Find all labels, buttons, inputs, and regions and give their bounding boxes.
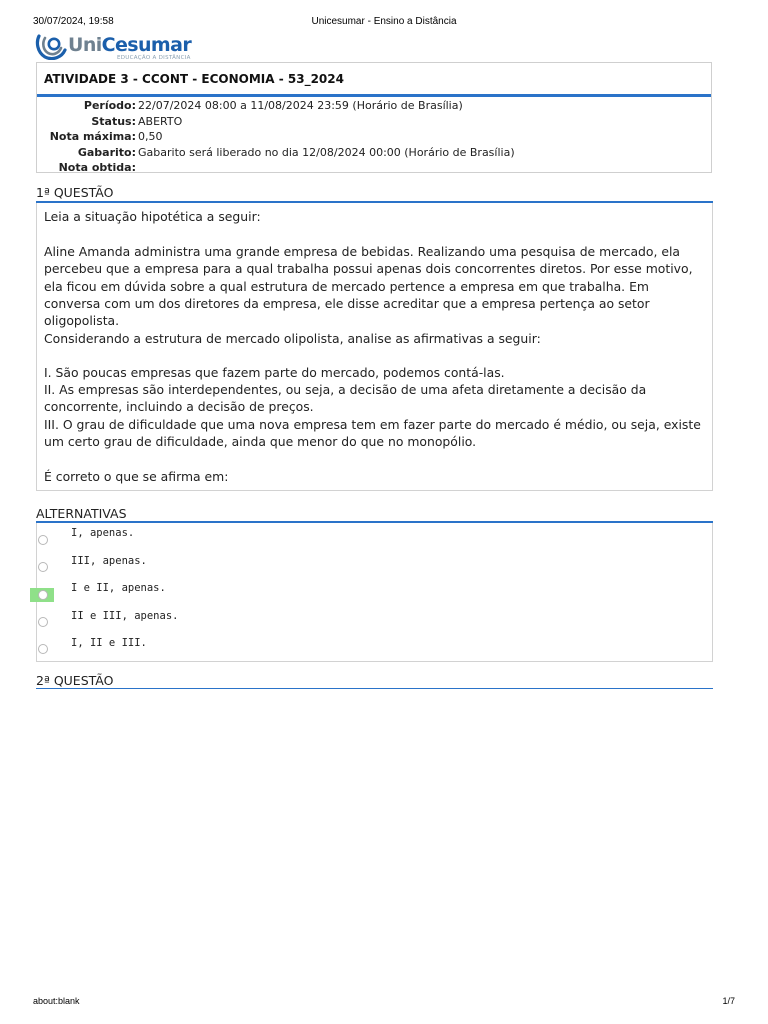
activity-info-box (36, 62, 712, 173)
alternative-radio[interactable] (38, 562, 48, 572)
field-value: 0,50 (138, 130, 163, 143)
print-url: about:blank (33, 996, 80, 1006)
field-periodo (37, 98, 711, 113)
question-paragraph: Aline Amanda administra uma grande empresa de bebidas. Realizando uma pesquisa de mercado, ela percebeu que a empresa para a qual trabalha possui apenas dois concorrentes diretos. Por esse motivo, ela ficou em dúvida sobre a qual estrutura de mercado pertence a empresa em que trabalha. Em conversa com um dos diretores da empresa, ele disse acreditar que a empresa pertença ao setor oligopolista. (44, 244, 693, 329)
field-value: 22/07/2024 08:00 a 11/08/2024 23:59 (Horário de Brasília) (138, 99, 463, 112)
field-nota-maxima (37, 129, 711, 144)
logo-brand-rest: Cesumar (101, 34, 192, 56)
field-label: Período: (83, 99, 136, 112)
question-paragraph: É correto o que se afirma em: (44, 469, 229, 484)
field-status (37, 114, 711, 129)
alternative-radio[interactable] (38, 535, 48, 545)
question-paragraph: Leia a situação hipotética a seguir: (44, 209, 261, 224)
unicesumar-logo (35, 31, 195, 63)
question-statement: III. O grau de dificuldade que uma nova empresa tem em fazer parte do mercado é médio, ou seja, existe um certo grau de dificuldade, ainda que menor do que no monopólio. (44, 417, 701, 450)
field-gabarito (37, 145, 711, 160)
print-footer (0, 996, 768, 1010)
question-statement: I. São poucas empresas que fazem parte do mercado, podemos contá-las. (44, 365, 505, 380)
field-label: Gabarito: (77, 145, 136, 159)
field-value: ABERTO (138, 114, 183, 128)
alternative-radio-selected[interactable] (38, 590, 48, 600)
question-1-box (36, 203, 713, 491)
alternative-label[interactable]: I, II e III. (71, 637, 147, 649)
activity-title: ATIVIDADE 3 - CCONT - ECONOMIA - 53_2024 (44, 72, 344, 86)
question-paragraph: Considerando a estrutura de mercado olipolista, analise as afirmativas a seguir: (44, 331, 541, 346)
logo-emblem-icon (35, 32, 67, 60)
question-2-heading: 2ª QUESTÃO (36, 673, 114, 688)
alternative-radio[interactable] (38, 617, 48, 627)
print-page-title: Unicesumar - Ensino a Distância (311, 16, 457, 27)
question-1-heading: 1ª QUESTÃO (36, 185, 114, 200)
alternative-label[interactable]: I e II, apenas. (71, 582, 166, 594)
logo-wordmark (68, 34, 191, 56)
field-value: Gabarito será liberado no dia 12/08/2024 00:00 (Horário de Brasília) (138, 145, 515, 159)
alternative-label[interactable]: III, apenas. (71, 555, 147, 567)
field-label: Nota obtida: (58, 161, 136, 174)
alternatives-heading: ALTERNATIVAS (36, 506, 127, 521)
alternative-label[interactable]: I, apenas. (71, 527, 135, 539)
print-page-number: 1/7 (722, 996, 735, 1006)
activity-title-divider (37, 94, 711, 97)
alternative-label[interactable]: II e III, apenas. (71, 610, 179, 622)
print-header (0, 16, 768, 30)
question-2-divider (36, 688, 713, 689)
field-label: Status: (91, 114, 136, 128)
print-datetime: 30/07/2024, 19:58 (33, 16, 114, 27)
logo-subtitle: EDUCAÇÃO A DISTÂNCIA (117, 55, 191, 61)
logo-brand-uni: Uni (68, 34, 102, 56)
alternatives-box (36, 523, 713, 662)
question-statement: II. As empresas são interdependentes, ou seja, a decisão de uma afeta diretamente a decisão da concorrente, incluindo a decisão de preços. (44, 382, 647, 415)
alternative-radio[interactable] (38, 644, 48, 654)
field-label: Nota máxima: (49, 130, 136, 143)
field-nota-obtida (37, 160, 711, 175)
